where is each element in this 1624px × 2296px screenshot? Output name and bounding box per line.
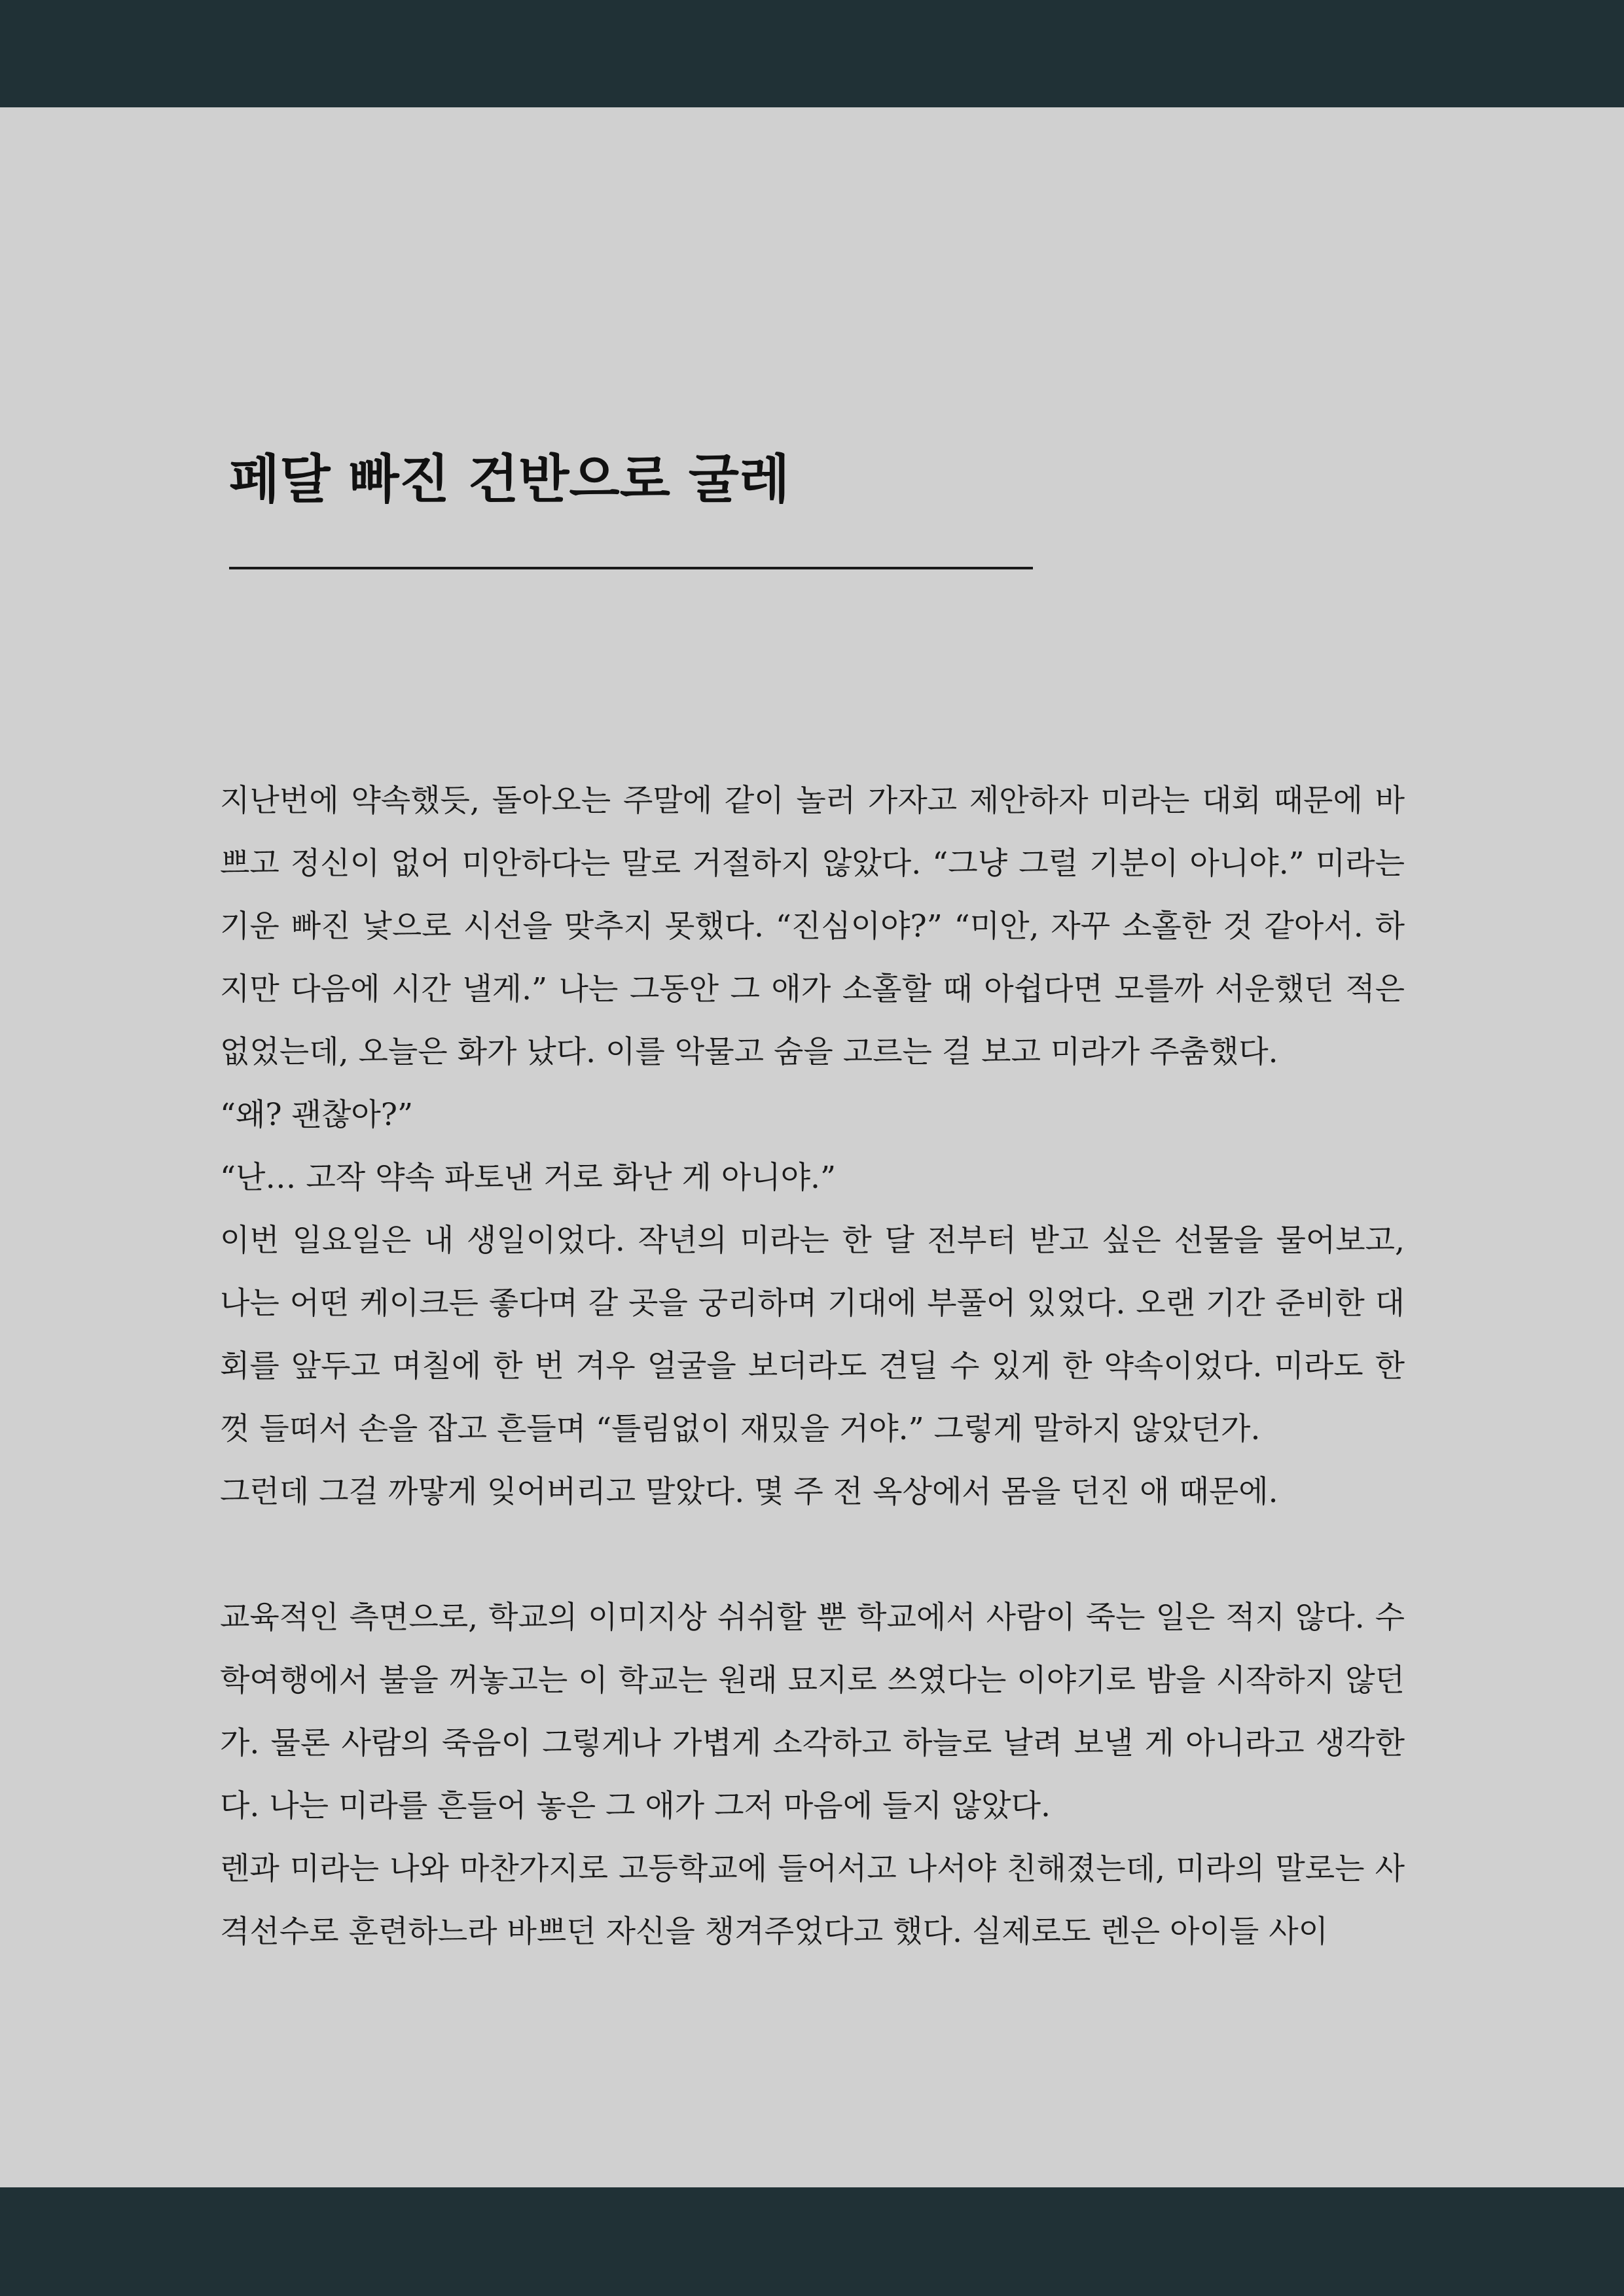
bottom-bar bbox=[0, 2187, 1624, 2296]
title-underline bbox=[229, 567, 1033, 569]
paragraph: 렌과 미라는 나와 마찬가지로 고등학교에 들어서고 나서야 친해졌는데, 미라의 말로는 사격선수로 훈련하느라 바쁘던 자신을 챙겨주었다고 했다. 실제로도 렌은 아이들 사이 bbox=[220, 1851, 1405, 1950]
dialogue-line: “왜? 괜찮아?” bbox=[220, 1097, 413, 1133]
paragraph: 그런데 그걸 까맣게 잊어버리고 말았다. 몇 주 전 옥상에서 몸을 던진 애 때문에. bbox=[220, 1474, 1278, 1510]
blank-line bbox=[220, 1524, 1405, 1587]
paragraph: 이번 일요일은 내 생일이었다. 작년의 미라는 한 달 전부터 받고 싶은 선물을 물어보고, 나는 어떤 케이크든 좋다며 갈 곳을 궁리하며 기대에 부풀어 있었다. 오랜 기간 준비한 대회를 앞두고 며칠에 한 번 겨우 얼굴을 보더라도 견딜 수 있게 한 약속이었다. 미라도 한껏 들떠서 손을 잡고 흔들며 “틀림없이 재밌을 거야.” 그렇게 말하지 않았던가. bbox=[220, 1223, 1405, 1447]
paragraph: 교육적인 측면으로, 학교의 이미지상 쉬쉬할 뿐 학교에서 사람이 죽는 일은 적지 않다. 수학여행에서 불을 꺼놓고는 이 학교는 원래 묘지로 쓰였다는 이야기로 밤을 시작하지 않던가. 물론 사람의 죽음이 그렇게나 가볍게 소각하고 하늘로 날려 보낼 게 아니라고 생각한다. 나는 미라를 흔들어 놓은 그 애가 그저 마음에 들지 않았다. bbox=[220, 1600, 1405, 1824]
top-bar bbox=[0, 0, 1624, 107]
body-text bbox=[220, 770, 1405, 1964]
paragraph: 지난번에 약속했듯, 돌아오는 주말에 같이 놀러 가자고 제안하자 미라는 대회 때문에 바쁘고 정신이 없어 미안하다는 말로 거절하지 않았다. “그냥 그럴 기분이 아니야.” 미라는 기운 빠진 낯으로 시선을 맞추지 못했다. “진심이야?” “미안, 자꾸 소홀한 것 같아서. 하지만 다음에 시간 낼게.” 나는 그동안 그 애가 소홀할 때 아쉽다면 모를까 서운했던 적은 없었는데, 오늘은 화가 났다. 이를 악물고 숨을 고르는 걸 보고 미라가 주춤했다. bbox=[220, 783, 1405, 1070]
page-title: 페달 빠진 건반으로 굴레 bbox=[229, 448, 790, 510]
dialogue-line: “난… 고작 약속 파토낸 거로 화난 게 아니야.” bbox=[220, 1160, 837, 1196]
